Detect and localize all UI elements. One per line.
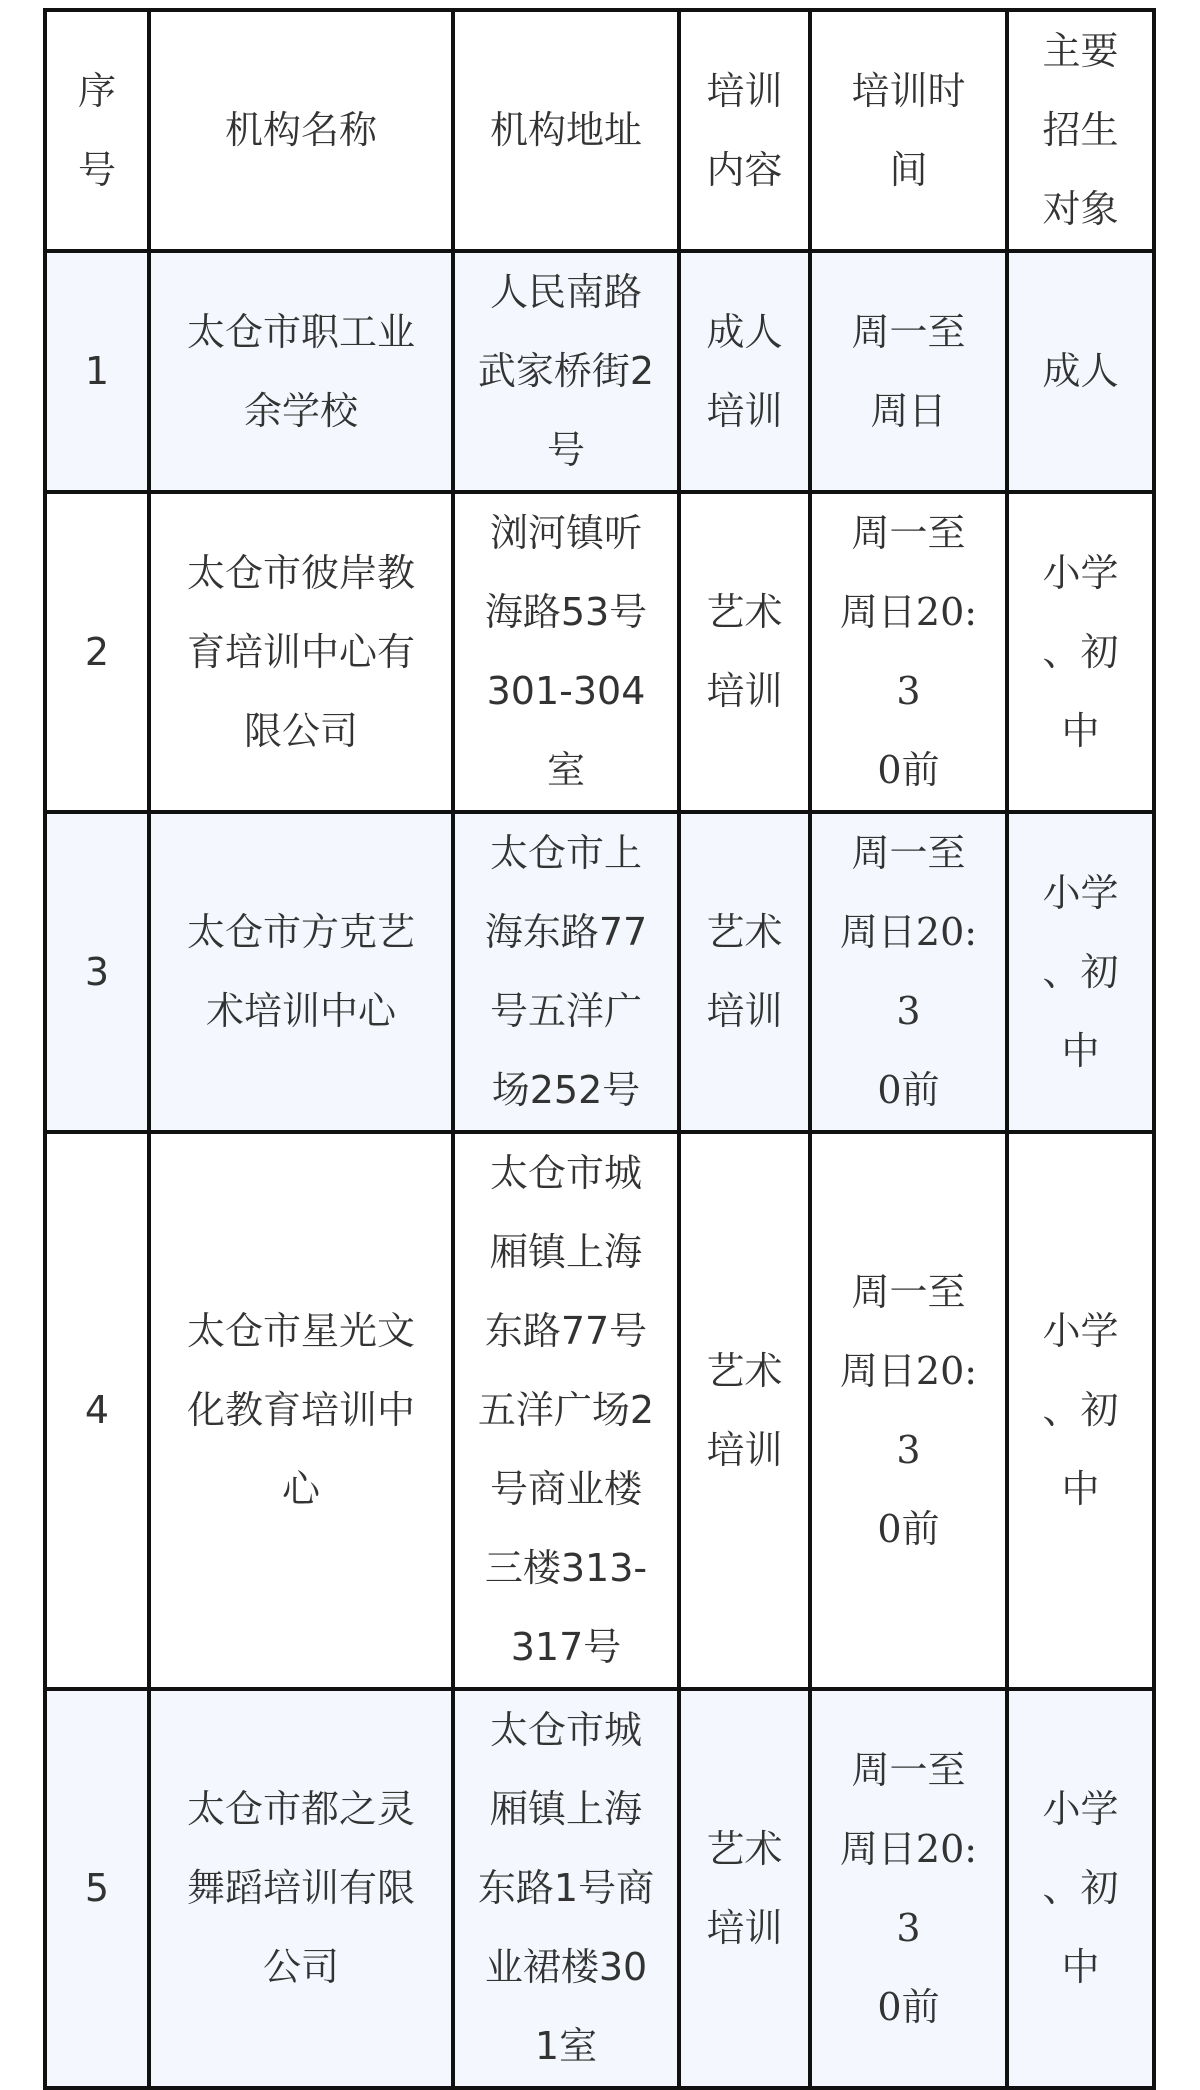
cell-line: 浏河镇听 [489,511,642,555]
cell-line: 周日 [870,388,947,433]
address-cell [453,492,679,812]
cell-line: 育培训中心有 [186,629,415,674]
cell-line: 东路1号商 [477,1866,655,1910]
cell-line: 中 [1061,1028,1100,1073]
cell-line: 中 [1061,1945,1100,1989]
cell-line: 太仓市方克艺 [186,910,415,954]
name-cell [149,251,453,492]
cell-line: 海路53号 [484,590,648,634]
index-cell [45,812,149,1132]
name-cell [149,812,453,1132]
cell-line: 2 [84,629,110,674]
index-cell [45,1689,149,2088]
header-line: 招生 [1042,108,1119,152]
header-line: 主要 [1042,29,1119,73]
address-cell [453,1132,679,1689]
time-cell [810,1132,1007,1689]
cell-line: 培训 [706,388,783,433]
cell-line: 艺术 [706,1348,783,1393]
cell-line: 1 [84,349,110,393]
cell-line: 海东路77 [484,910,648,954]
target-cell [1007,1689,1154,2088]
name-cell [149,492,453,812]
header-line: 培训时 [851,68,966,113]
cell-line: 太仓市上 [489,831,642,875]
content-cell [679,492,810,812]
time-cell [810,492,1007,812]
cell-line: 小学 [1042,1787,1119,1831]
cell-line: 厢镇上海 [489,1787,642,1831]
header-line: 间 [889,147,928,192]
table-row [45,492,1154,812]
cell-line: 小学 [1042,550,1119,595]
header-cell-time [810,10,1007,251]
cell-line: 太仓市彼岸教 [186,550,415,595]
table-row [45,1132,1154,1689]
index-cell [45,251,149,492]
cell-line: 培训 [706,669,783,713]
cell-line: 4 [84,1388,110,1432]
cell-line: 舞蹈培训有限 [186,1866,415,1910]
cell-line: 、初 [1042,629,1119,674]
content-cell [679,251,810,492]
cell-line: 号五洋广 [489,989,642,1033]
cell-line: 太仓市城 [489,1708,642,1752]
cell-line: 培训 [706,1905,783,1950]
time-cell [810,1689,1007,2088]
cell-line: 5 [84,1866,110,1910]
cell-line: 术培训中心 [205,989,396,1033]
target-cell [1007,251,1154,492]
header-line: 序 [77,68,116,113]
cell-line: 周一至 [851,309,966,354]
content-cell [679,812,810,1132]
cell-line: 周日20:3 [839,1348,978,1472]
cell-line: 人民南路 [489,270,642,314]
cell-line: 艺术 [706,1826,783,1871]
header-cell-target [1007,10,1154,251]
target-cell [1007,492,1154,812]
table-row [45,1689,1154,2088]
cell-line: 五洋广场2 [477,1388,655,1432]
address-cell [453,1689,679,2088]
index-cell [45,1132,149,1689]
content-cell [679,1132,810,1689]
cell-line: 心 [281,1467,320,1511]
cell-line: 培训 [706,989,783,1033]
cell-line: 0前 [877,748,940,792]
header-line: 培训 [706,68,783,113]
cell-line: 、初 [1042,1388,1119,1432]
training-institutions-table [43,8,1156,2090]
header-cell-name [149,10,453,251]
cell-line: 武家桥街2 [477,349,655,393]
cell-line: 室 [546,748,585,792]
cell-line: 周一至 [851,511,966,555]
target-cell [1007,1132,1154,1689]
cell-line: 场252号 [491,1068,641,1112]
cell-line: 三楼313- [484,1546,648,1590]
cell-line: 太仓市都之灵 [186,1787,415,1831]
header-line: 机构地址 [489,108,642,152]
address-cell [453,251,679,492]
cell-line: 0前 [877,1984,940,2029]
cell-line: 周日20:3 [839,1826,978,1950]
cell-line: 317号 [510,1625,622,1669]
cell-line: 成人 [706,309,783,354]
cell-line: 余学校 [243,388,358,433]
header-cell-index [45,10,149,251]
cell-line: 太仓市职工业 [186,309,415,354]
cell-line: 艺术 [706,590,783,634]
cell-line: 0前 [877,1506,940,1551]
cell-line: 成人 [1042,349,1119,393]
cell-line: 、初 [1042,949,1119,994]
content-cell [679,1689,810,2088]
cell-line: 化教育培训中 [186,1388,415,1432]
cell-line: 太仓市星光文 [186,1309,415,1353]
table-row [45,812,1154,1132]
header-cell-content [679,10,810,251]
cell-line: 中 [1061,708,1100,753]
cell-line: 业裙楼30 [484,1945,648,1989]
cell-line: 周一至 [851,1269,966,1314]
index-cell [45,492,149,812]
cell-line: 艺术 [706,910,783,954]
cell-line: 厢镇上海 [489,1230,642,1274]
cell-line: 、初 [1042,1866,1119,1910]
cell-line: 周一至 [851,1747,966,1792]
target-cell [1007,812,1154,1132]
training-institutions-table-wrapper [43,8,1152,2090]
header-cell-address [453,10,679,251]
cell-line: 限公司 [243,708,358,753]
table-header-row [45,10,1154,251]
cell-line: 周日20:3 [839,910,978,1033]
header-line: 对象 [1042,187,1119,231]
cell-line: 3 [84,949,110,994]
cell-line: 公司 [262,1945,339,1989]
header-line: 机构名称 [224,108,377,152]
cell-line: 太仓市城 [489,1151,642,1195]
time-cell [810,251,1007,492]
cell-line: 1室 [534,2024,598,2068]
cell-line: 301-304 [486,669,646,713]
cell-line: 中 [1061,1467,1100,1511]
cell-line: 0前 [877,1068,940,1112]
header-line: 内容 [706,147,783,192]
header-line: 号 [77,147,116,192]
cell-line: 小学 [1042,870,1119,915]
cell-line: 小学 [1042,1309,1119,1353]
address-cell [453,812,679,1132]
cell-line: 周一至 [851,831,966,875]
time-cell [810,812,1007,1132]
cell-line: 号 [546,428,585,472]
name-cell [149,1132,453,1689]
name-cell [149,1689,453,2088]
cell-line: 培训 [706,1427,783,1472]
cell-line: 周日20:3 [839,590,978,713]
table-row [45,251,1154,492]
cell-line: 东路77号 [484,1309,648,1353]
cell-line: 号商业楼 [489,1467,642,1511]
